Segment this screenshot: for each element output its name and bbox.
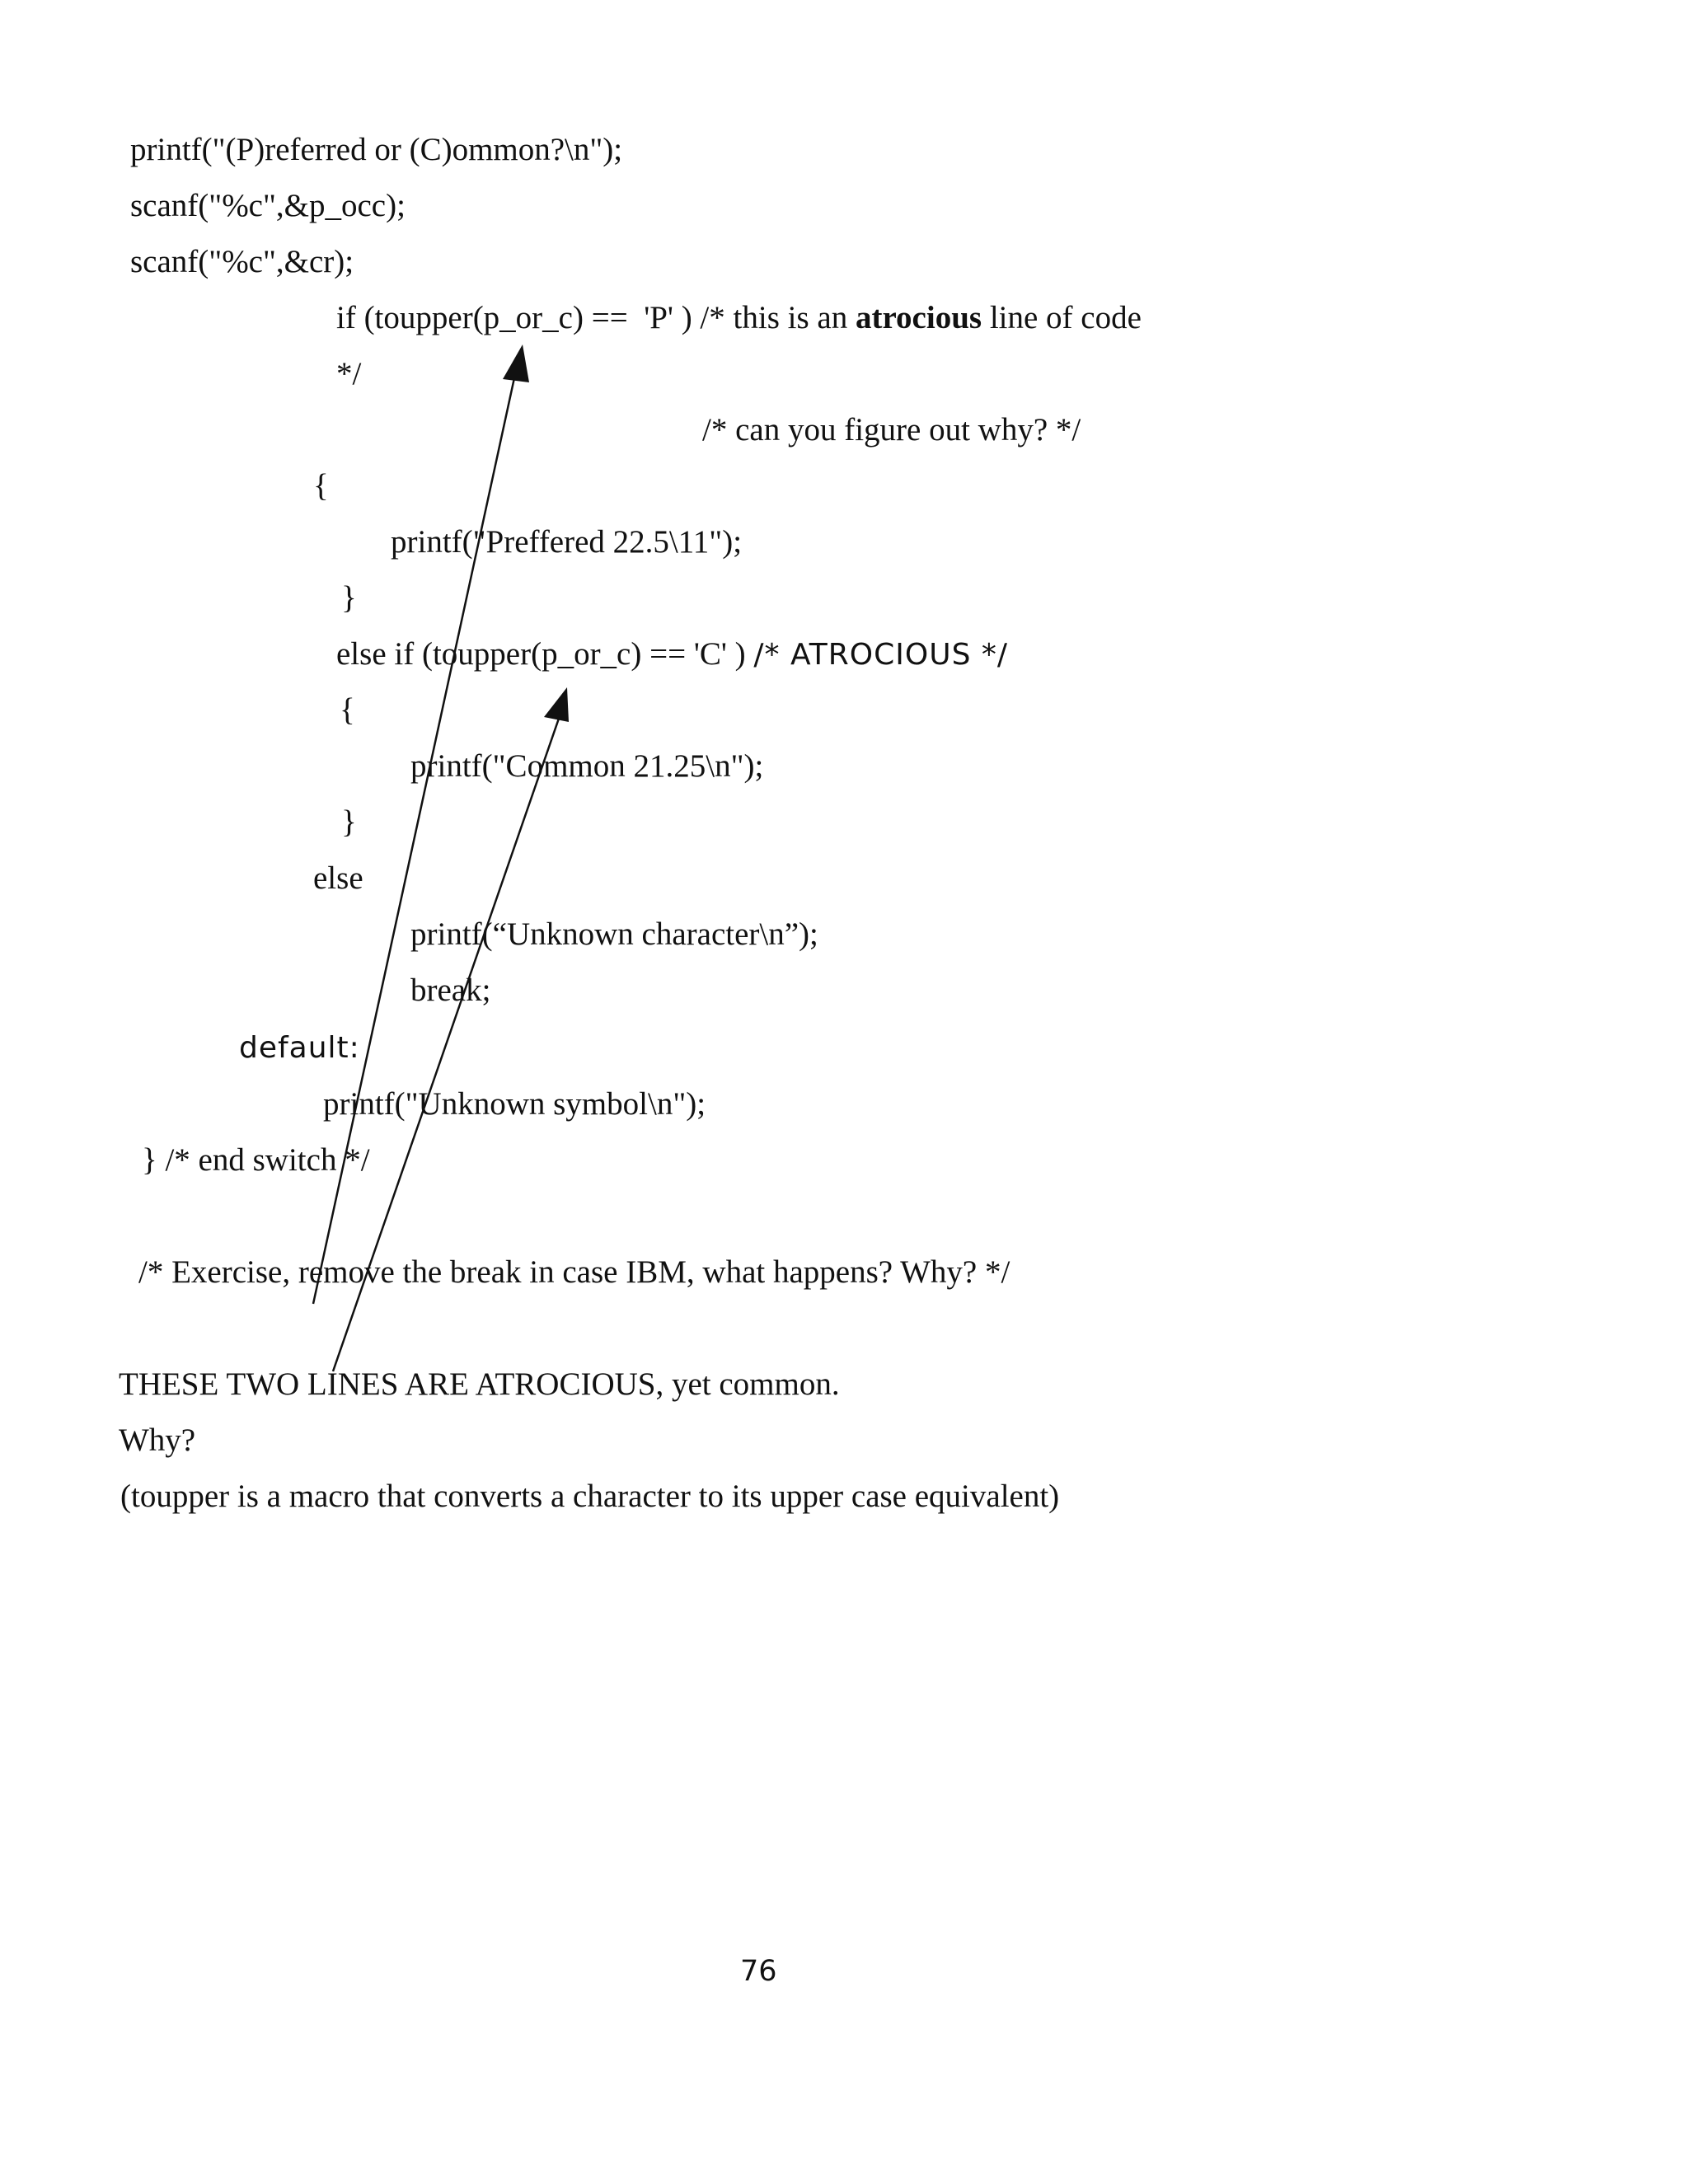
code-else-if-text: else if (toupper(p_or_c) == 'C' ) <box>336 636 754 672</box>
note-why: Why? <box>119 1422 196 1458</box>
arrow-head-to-if-p <box>503 344 529 382</box>
code-line-printf-common: printf("Common 21.25\n"); <box>410 748 764 784</box>
code-line-close-brace-1: } <box>341 580 357 616</box>
code-line-printf-unknown-character: printf(“Unknown character\n”); <box>410 916 818 952</box>
code-line-open-brace-2: { <box>340 692 355 728</box>
code-line-printf-prompt: printf("(P)referred or (C)ommon?\n"); <box>130 132 623 167</box>
code-line-figure-out-comment: /* can you figure out why? */ <box>702 412 1081 448</box>
code-line-printf-unknown-symbol: printf("Unknown symbol\n"); <box>323 1086 706 1122</box>
note-atrocious-lines: THESE TWO LINES ARE ATROCIOUS, yet common. <box>119 1366 840 1402</box>
page-number: 76 <box>740 1955 777 1988</box>
arrow-line-to-if-p <box>313 374 515 1304</box>
code-line-open-brace-1: { <box>313 468 329 504</box>
code-line-comment-close: */ <box>336 356 362 391</box>
exercise-comment: /* Exercise, remove the break in case IBM, what happens? Why? */ <box>138 1254 1010 1290</box>
arrow-head-to-else-if-c <box>544 687 569 722</box>
code-line-printf-preffered: printf("Preffered 22.5\11"); <box>391 524 743 560</box>
atrocious-comment: /* ATROCIOUS */ <box>753 638 1008 672</box>
code-line-default-label: default: <box>239 1031 360 1065</box>
note-toupper-explanation: (toupper is a macro that converts a character to its upper case equivalent) <box>120 1479 1060 1514</box>
code-if-text: if (toupper(p_or_c) == 'P' ) /* this is an <box>336 300 856 335</box>
code-line-end-switch: } /* end switch */ <box>142 1142 370 1178</box>
code-line-scanf-p-occ: scanf("%c",&p_occ); <box>130 188 406 223</box>
code-if-comment-tail: line of code <box>982 300 1142 335</box>
code-line-break: break; <box>410 972 491 1008</box>
atrocious-bold-word: atrocious <box>855 300 982 335</box>
code-line-scanf-cr: scanf("%c",&cr); <box>130 244 354 279</box>
arrow-line-to-else-if-c <box>333 714 560 1371</box>
code-line-else: else <box>313 860 363 896</box>
code-line-close-brace-2: } <box>341 804 357 840</box>
